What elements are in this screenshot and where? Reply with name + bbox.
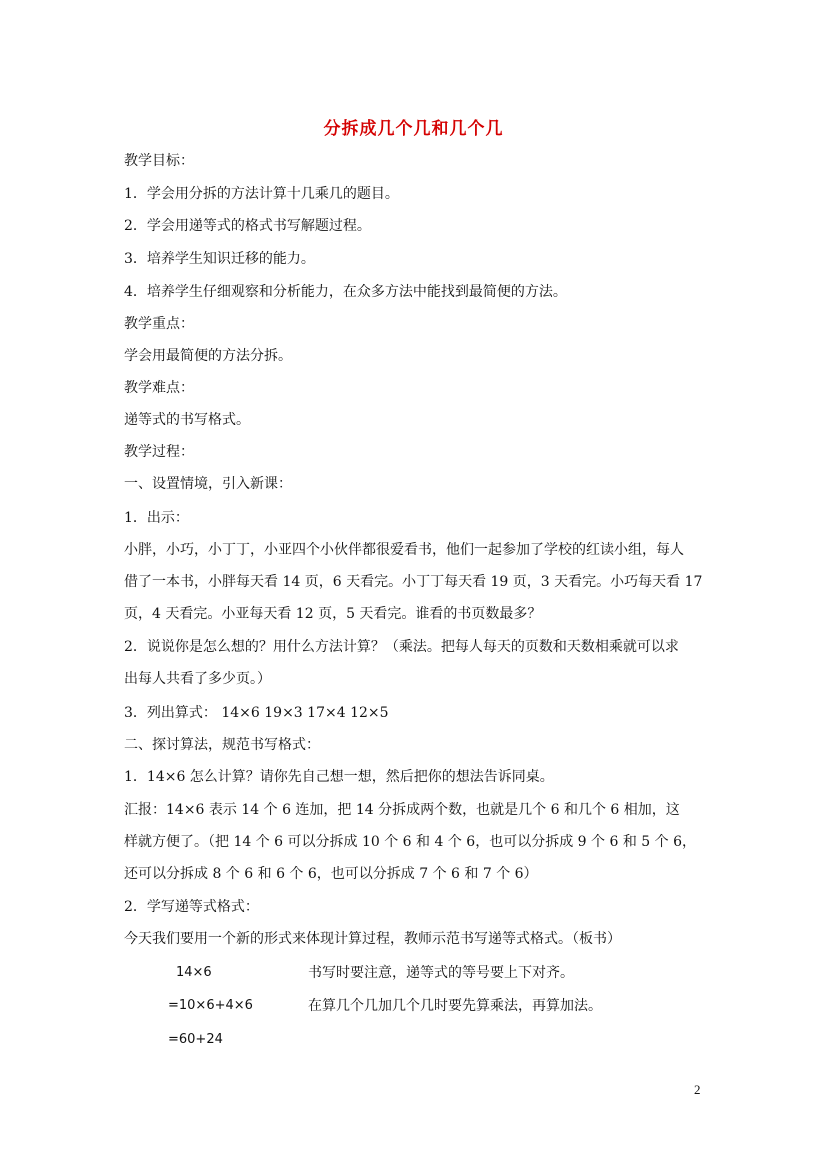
text-line: 教学重点： (124, 316, 194, 332)
formula-step: =60+24 (168, 1032, 223, 1047)
page-number: 2 (694, 1082, 701, 1097)
text-line: 递等式的书写格式。 (124, 412, 250, 428)
text-line: 1．出示： (124, 510, 189, 526)
text-line: 二、探讨算法，规范书写格式： (124, 737, 320, 753)
text-line: 出每人共看了多少页。） (124, 671, 271, 687)
formula-step: 14×6 (176, 965, 212, 980)
text-line: 2．说说你是怎么想的？用什么方法计算？（乘法。把每人每天的页数和天数相乘就可以求 (124, 639, 679, 655)
text-line: 教学难点： (124, 380, 194, 396)
formula-step: =10×6+4×6 (168, 998, 253, 1013)
text-line: 1．学会用分拆的方法计算十几乘几的题目。 (124, 186, 399, 202)
text-line: 汇报：14×6 表示 14 个 6 连加，把 14 分拆成两个数，也就是几个 6 和几个 6 相加，这 (124, 802, 680, 818)
page-title: 分拆成几个几和几个几 (323, 119, 504, 139)
text-line: 还可以分拆成 8 个 6 和 6 个 6，也可以分拆成 7 个 6 和 7 个 6） (124, 866, 538, 882)
text-line: 学会用最简便的方法分拆。 (124, 348, 292, 364)
text-line: 样就方便了。（把 14 个 6 可以分拆成 10 个 6 和 4 个 6，也可以分拆成 9 个 6 和 5 个 6， (124, 834, 696, 850)
text-line: 借了一本书，小胖每天看 14 页，6 天看完。小丁丁每天看 19 页，3 天看完。小巧每天看 17 (124, 574, 703, 590)
text-line: 小胖，小巧，小丁丁，小亚四个小伙伴都很爱看书，他们一起参加了学校的红读小组，每人 (124, 542, 684, 558)
text-line: 今天我们要用一个新的形式来体现计算过程，教师示范书写递等式格式。（板书） (124, 931, 621, 947)
text-line: 教学过程： (124, 444, 194, 460)
text-line: 2．学会用递等式的格式书写解题过程。 (124, 218, 371, 234)
text-line: 教学目标： (124, 153, 194, 169)
text-line: 一、设置情境，引入新课： (124, 476, 292, 492)
text-line: 3．培养学生知识迁移的能力。 (124, 251, 315, 267)
formula-note: 书写时要注意，递等式的等号要上下对齐。 (308, 965, 574, 981)
formula-note: 在算几个几加几个几时要先算乘法，再算加法。 (308, 998, 602, 1014)
text-line: 2．学写递等式格式： (124, 899, 259, 915)
text-line: 1．14×6 怎么计算？请你先自己想一想，然后把你的想法告诉同桌。 (124, 769, 554, 785)
text-line: 3．列出算式： 14×6 19×3 17×4 12×5 (124, 705, 389, 721)
text-line: 页，4 天看完。小亚每天看 12 页，5 天看完。谁看的书页数最多？ (124, 606, 542, 622)
text-line: 4．培养学生仔细观察和分析能力，在众多方法中能找到最简便的方法。 (124, 284, 567, 300)
